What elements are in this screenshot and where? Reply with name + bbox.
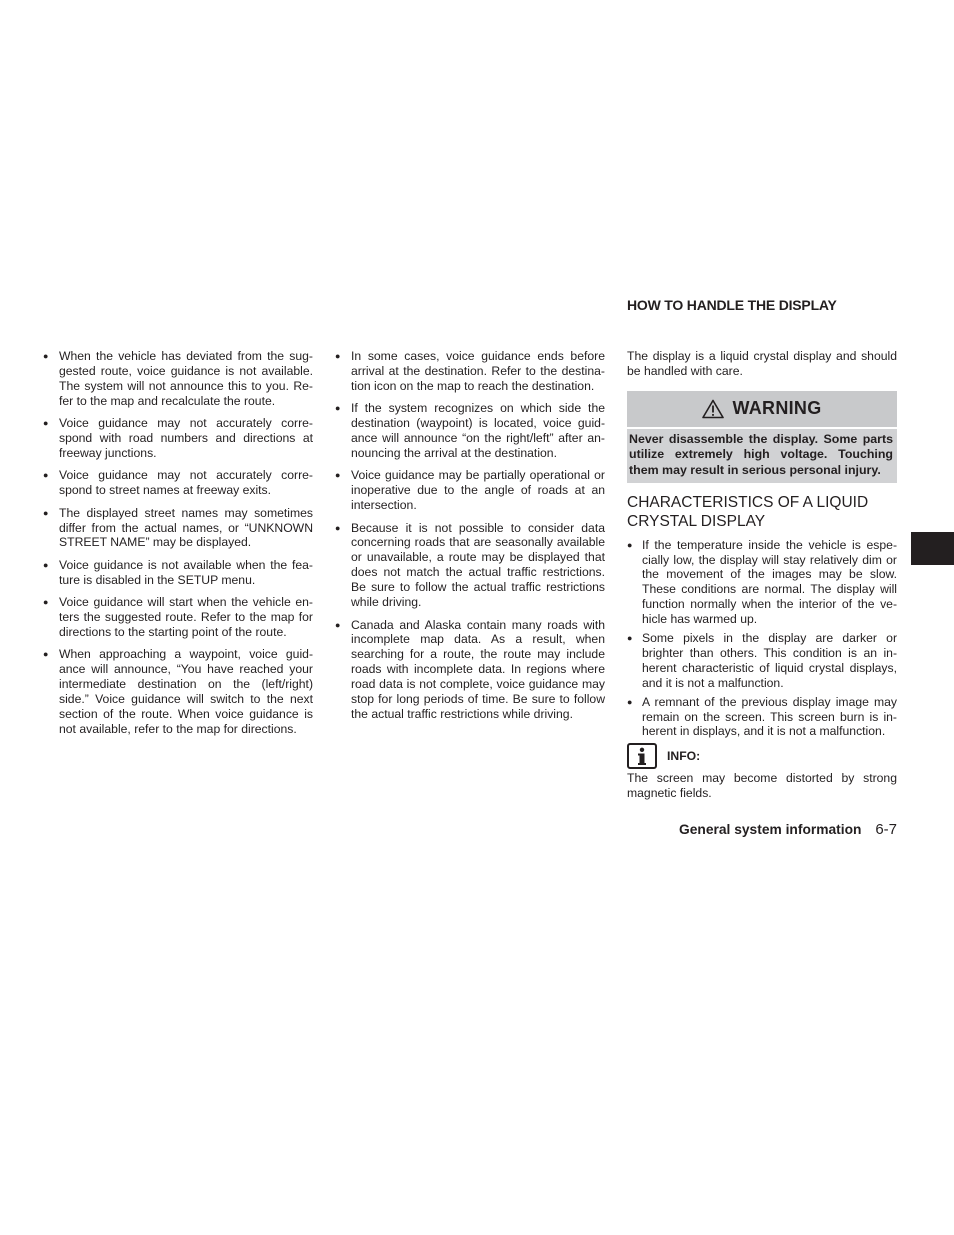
warning-header (627, 391, 897, 429)
info-i-icon (627, 743, 657, 769)
footer-section-title: General system information (678, 822, 862, 837)
warning-title: WARNING (732, 398, 822, 419)
bullet-list-right (627, 538, 897, 740)
section-heading: HOW TO HANDLE THE DISPLAY (627, 297, 837, 313)
list-item: ● The displayed street names may sometimes differ from the actual names, or “UNKNOWN STREET NAME” may be displayed. (43, 506, 313, 551)
column-left (43, 349, 313, 744)
list-item: ● In some cases, voice guidance ends before arrival at the destination. Refer to the destina-tion icon on the map to reach the destination. (335, 349, 605, 394)
list-item: ● When the vehicle has deviated from the sug-gested route, voice guidance is not available. The system will not announce this to you. Re-fer to the map and recalculate the route. (43, 349, 313, 409)
column-middle (335, 349, 605, 729)
list-item: ● If the temperature inside the vehicle is espe-cially low, the display will stay relatively dim or the movement of the images may be slow. These conditions are normal. The display will function normally when the interior of the ve-hicle has warmed up. (627, 538, 897, 627)
list-item: ● Because it is not possible to consider data concerning roads that are seasonally available or unavailable, a route may be displayed that does not match the actual traffic restrictions. Be sure to follow the actual traffic restrictions while driving. (335, 521, 605, 610)
info-text: The screen may become distorted by strong magnetic fields. (627, 771, 897, 801)
page-number: 6-7 (875, 821, 897, 838)
bullet-list-middle (335, 349, 605, 722)
chapter-tab (911, 532, 954, 565)
list-item: ● Voice guidance may not accurately corre-spond to street names at freeway exits. (43, 468, 313, 498)
subheading: CHARACTERISTICS OF A LIQUID CRYSTAL DISPLAY (627, 493, 869, 530)
column-right (627, 349, 897, 801)
info-label: INFO: (667, 749, 701, 764)
intro-paragraph: The display is a liquid crystal display and should be handled with care. (627, 349, 897, 378)
list-item: ● Canada and Alaska contain many roads with incomplete map data. As a result, when searching for a route, the route may include roads with incomplete data. In regions where road data is not complete, voice guidance may stop for long periods of time. Be sure to follow the actual traffic restrictions while driving. (335, 618, 605, 722)
page-footer (627, 821, 897, 838)
list-item: ● Voice guidance will start when the vehicle en-ters the suggested route. Refer to the map for directions to the starting point of the route. (43, 595, 313, 640)
list-item: ● Voice guidance is not available when the fea-ture is disabled in the SETUP menu. (43, 558, 313, 588)
warning-text: Never disassemble the display. Some parts utilize extremely high voltage. Touching them may result in serious personal injury. (629, 431, 893, 477)
warning-box (627, 391, 897, 483)
list-item: ● When approaching a waypoint, voice guid-ance will announce, “You have reached your intermediate destination on the (left/right) side.” Voice guidance will switch to the next section of the route. When voice guidance is not available, refer to the map for directions. (43, 647, 313, 736)
info-header (627, 743, 897, 769)
list-item: ● Some pixels in the display are darker or brighter than others. This condition is an in-herent characteristic of liquid crystal displays, and it is not a malfunction. (627, 631, 897, 691)
warning-triangle-icon (702, 399, 724, 419)
list-item: ● Voice guidance may not accurately corre-spond with road numbers and directions at freeway junctions. (43, 416, 313, 461)
list-item: ● A remnant of the previous display image may remain on the screen. This screen burn is in-herent in displays, and it is not a malfunction. (627, 695, 897, 740)
bullet-list-left (43, 349, 313, 737)
list-item: ● Voice guidance may be partially operational or inoperative due to the angle of roads at an intersection. (335, 468, 605, 513)
list-item: ● If the system recognizes on which side the destination (waypoint) is located, voice guid-ance will announce “on the right/left” after an-nouncing the arrival at the destination. (335, 401, 605, 461)
